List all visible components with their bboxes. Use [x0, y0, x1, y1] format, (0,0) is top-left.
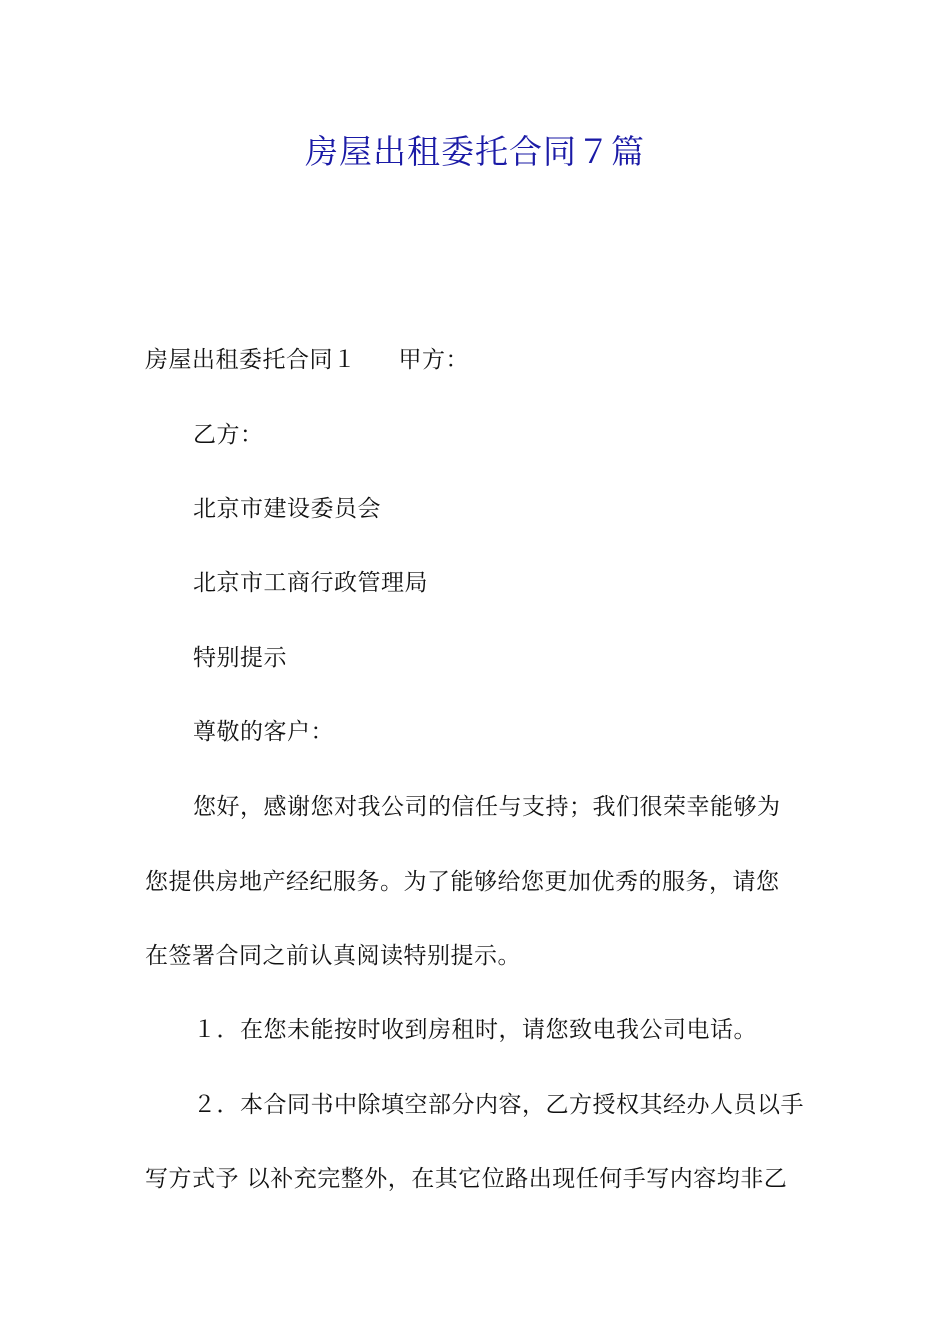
party-b-label: 乙方： [193, 422, 264, 448]
party-a-label: 甲方： [398, 347, 469, 373]
salutation: 尊敬的客户： [193, 719, 334, 745]
paragraph-line: 在签署合同之前认真阅读特别提示。 [145, 943, 521, 969]
issuer-construction-committee: 北京市建设委员会 [193, 496, 381, 522]
clause-2-continued: 写方式予 以补充完整外，在其它位路出现任何手写内容均非乙 [145, 1166, 788, 1192]
contract-heading-line [145, 345, 469, 375]
clause-2: ２．本合同书中除填空部分内容，乙方授权其经办人员以手 [193, 1092, 804, 1118]
paragraph-line: 您提供房地产经纪服务。为了能够给您更加优秀的服务，请您 [145, 869, 780, 895]
issuer-commerce-bureau: 北京市工商行政管理局 [193, 570, 428, 596]
document-title: 房屋出租委托合同７篇 [305, 132, 645, 171]
contract-heading: 房屋出租委托合同１ [145, 347, 357, 373]
paragraph-line: 您好，感谢您对我公司的信任与支持；我们很荣幸能够为 [193, 794, 781, 820]
clause-1: １．在您未能按时收到房租时，请您致电我公司电话。 [193, 1017, 757, 1043]
special-notice-heading: 特别提示 [193, 645, 287, 671]
